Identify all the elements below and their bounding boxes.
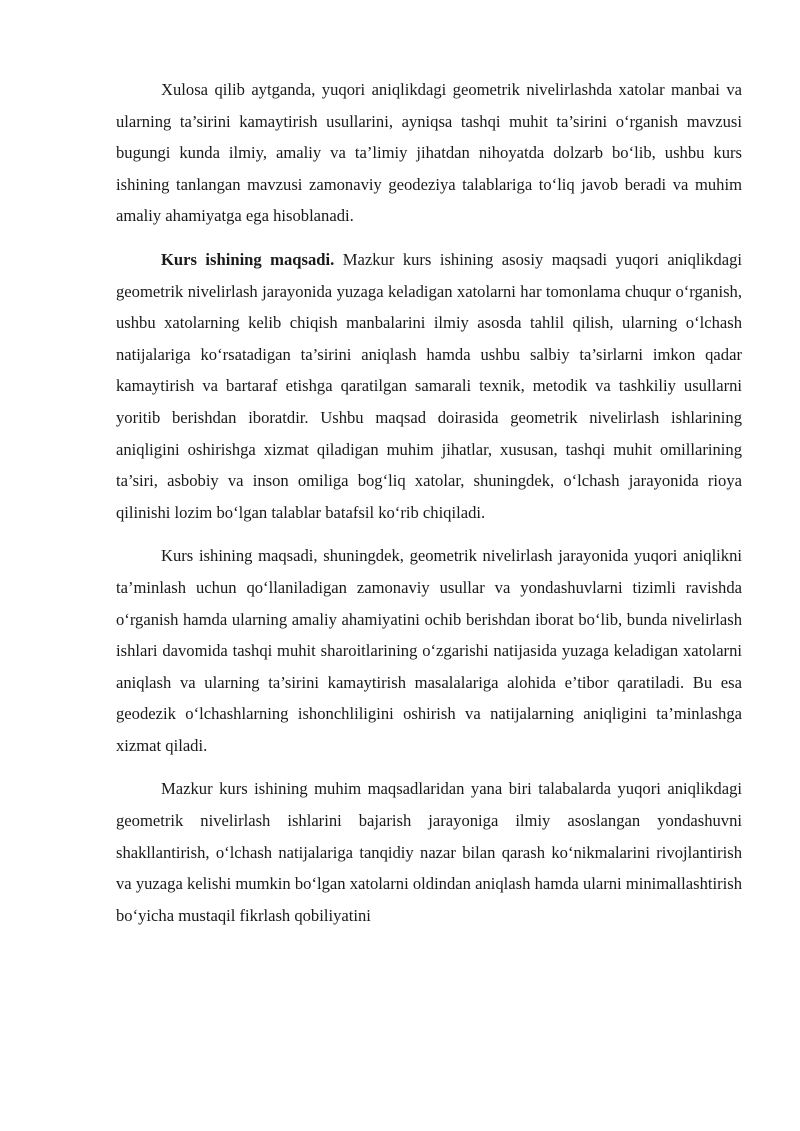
paragraph-goal-methods	[116, 540, 742, 761]
paragraph-text: Xulosa qilib aytganda, yuqori aniqlikdagi geometrik nivelirlashda xatolar manbai va ularning ta’sirini kamaytirish usullarini, ayniqsa tashqi muhit ta’sirini o‘rganish mavzusi bugungi kunda ilmiy, amaliy va ta’limiy jihatdan nihoyatda dolzarb bo‘lib, ushbu kurs ishining tanlangan mavzusi zamonaviy geodeziya talablariga to‘liq javob beradi va muhim amaliy ahamiyatga ega hisoblanadi.	[116, 80, 742, 226]
paragraph-course-goal	[116, 244, 742, 528]
paragraph-text: Kurs ishining maqsadi, shuningdek, geometrik nivelirlash jarayonida yuqori aniqlikni ta’minlash uchun qo‘llaniladigan zamonaviy usullar va yondashuvlarni tizimli ravishda o‘rganish hamda ularning amaliy ahamiyatini ochib berishdan iborat bo‘lib, bunda nivelirlash ishlari davomida tashqi muhit sharoitlarining o‘zgarishi natijasida yuzaga keladigan xatolarni aniqlash va ularning ta’sirini kamaytirish masalalariga alohida e’tibor qaratiladi. Bu esa geodezik o‘lchashlarning ishonchliligini oshirish va natijalarning aniqligini ta’minlashga xizmat qiladi.	[116, 546, 742, 755]
paragraph-goal-skills	[116, 773, 742, 931]
paragraph-text: Mazkur kurs ishining asosiy maqsadi yuqori aniqlikdagi geometrik nivelirlash jarayonida yuzaga keladigan xatolarni har tomonlama chuqur o‘rganish, ushbu xatolarning kelib chiqish manbalarini ilmiy asosda tahlil qilish, ularning o‘lchash natijalariga ko‘rsatadigan ta’sirini aniqlash hamda ushbu salbiy ta’sirlarni imkon qadar kamaytirish va bartaraf etishga qaratilgan samarali texnik, metodik va tashkiliy usullarni yoritib berishdan iboratdir. Ushbu maqsad doirasida geometrik nivelirlash ishlarining aniqligini oshirishga xizmat qiladigan muhim jihatlar, xususan, tashqi muhit omillarining ta’siri, asbobiy va inson omiliga bog‘liq xatolar, shuningdek, o‘lchash jarayonida rioya qilinishi lozim bo‘lgan talablar batafsil ko‘rib chiqiladi.	[116, 249, 742, 522]
paragraph-heading-goal: Kurs ishining maqsadi.	[161, 249, 335, 269]
paragraph-conclusion	[116, 74, 742, 232]
paragraph-text: Mazkur kurs ishining muhim maqsadlaridan yana biri talabalarda yuqori aniqlikdagi geometrik nivelirlash ishlarini bajarish jarayoniga ilmiy asoslangan yondashuvni shakllantirish, o‘lchash natijalariga tanqidiy nazar bilan qarash ko‘nikmalarini rivojlantirish va yuzaga kelishi mumkin bo‘lgan xatolarni oldindan aniqlash hamda ularni minimallashtirish bo‘yicha mustaqil fikrlash qobiliyatini	[116, 779, 742, 925]
document-page	[116, 74, 742, 943]
